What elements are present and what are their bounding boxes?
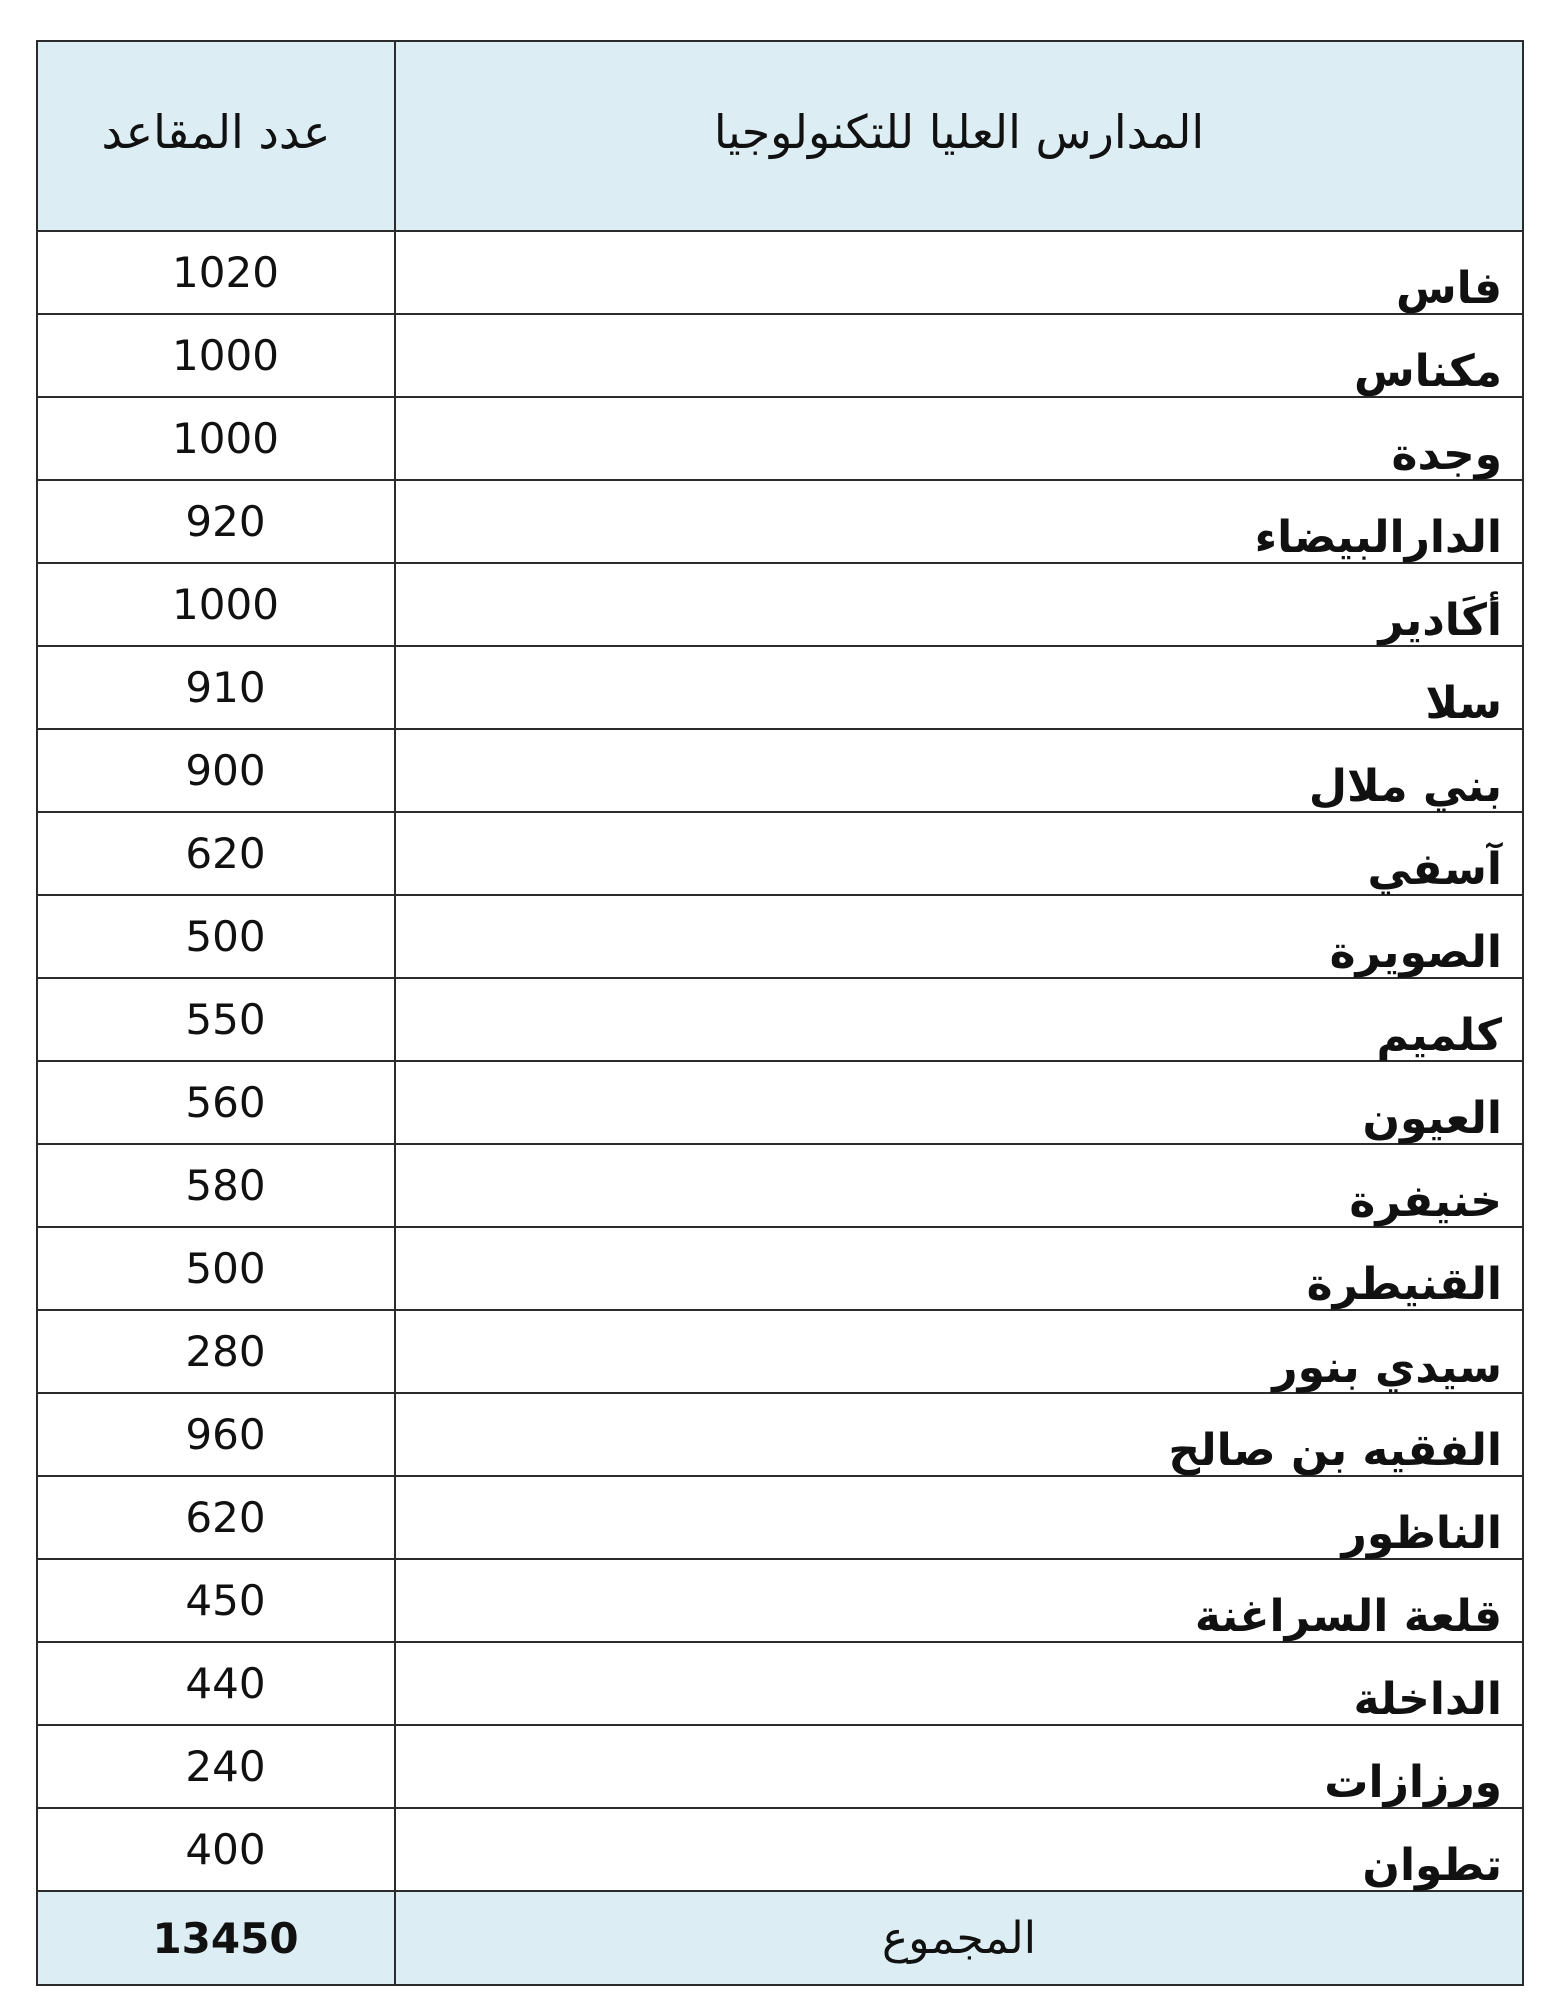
city-cell: قلعة السراغنة — [395, 1559, 1523, 1642]
table-row — [37, 895, 1523, 978]
seats-cell: 620 — [37, 812, 395, 895]
city-cell: وجدة — [395, 397, 1523, 480]
seats-cell: 240 — [37, 1725, 395, 1808]
seats-table-sheet — [36, 40, 1522, 1980]
table-row — [37, 480, 1523, 563]
city-cell: سلا — [395, 646, 1523, 729]
city-cell: العيون — [395, 1061, 1523, 1144]
city-cell: كلميم — [395, 978, 1523, 1061]
seats-cell: 960 — [37, 1393, 395, 1476]
city-cell: الناظور — [395, 1476, 1523, 1559]
seats-cell: 450 — [37, 1559, 395, 1642]
seats-cell: 400 — [37, 1808, 395, 1891]
table-row — [37, 1310, 1523, 1393]
seats-column-header: عدد المقاعد — [37, 41, 395, 231]
city-cell: مكناس — [395, 314, 1523, 397]
seats-cell: 1000 — [37, 397, 395, 480]
table-row — [37, 1061, 1523, 1144]
table-row — [37, 397, 1523, 480]
total-label: المجموع — [395, 1891, 1523, 1985]
seats-cell: 1000 — [37, 314, 395, 397]
table-header-row — [37, 41, 1523, 231]
city-cell: الصويرة — [395, 895, 1523, 978]
city-cell: فاس — [395, 231, 1523, 314]
table-row — [37, 1476, 1523, 1559]
seats-cell: 580 — [37, 1144, 395, 1227]
table-row — [37, 314, 1523, 397]
total-row — [37, 1891, 1523, 1985]
city-cell: آسفي — [395, 812, 1523, 895]
table-row — [37, 978, 1523, 1061]
city-cell: الدارالبيضاء — [395, 480, 1523, 563]
city-cell: بني ملال — [395, 729, 1523, 812]
table-row — [37, 1144, 1523, 1227]
seats-cell: 550 — [37, 978, 395, 1061]
school-column-header: المدارس العليا للتكنولوجيا — [395, 41, 1523, 231]
seats-cell: 500 — [37, 1227, 395, 1310]
city-cell: سيدي بنور — [395, 1310, 1523, 1393]
city-cell: خنيفرة — [395, 1144, 1523, 1227]
table-row — [37, 1559, 1523, 1642]
seats-cell: 900 — [37, 729, 395, 812]
table-row — [37, 646, 1523, 729]
city-cell: تطوان — [395, 1808, 1523, 1891]
table-row — [37, 563, 1523, 646]
table-row — [37, 1393, 1523, 1476]
seats-cell: 1000 — [37, 563, 395, 646]
city-cell: ورزازات — [395, 1725, 1523, 1808]
table-row — [37, 1808, 1523, 1891]
seats-table — [36, 40, 1524, 1986]
table-row — [37, 231, 1523, 314]
seats-cell: 920 — [37, 480, 395, 563]
table-row — [37, 1227, 1523, 1310]
seats-cell: 280 — [37, 1310, 395, 1393]
city-cell: أكَادير — [395, 563, 1523, 646]
table-row — [37, 812, 1523, 895]
seats-cell: 440 — [37, 1642, 395, 1725]
city-cell: الفقيه بن صالح — [395, 1393, 1523, 1476]
table-row — [37, 1725, 1523, 1808]
city-cell: القنيطرة — [395, 1227, 1523, 1310]
total-seats: 13450 — [37, 1891, 395, 1985]
table-row — [37, 1642, 1523, 1725]
seats-cell: 1020 — [37, 231, 395, 314]
seats-cell: 500 — [37, 895, 395, 978]
seats-cell: 620 — [37, 1476, 395, 1559]
table-row — [37, 729, 1523, 812]
city-cell: الداخلة — [395, 1642, 1523, 1725]
seats-cell: 910 — [37, 646, 395, 729]
seats-cell: 560 — [37, 1061, 395, 1144]
